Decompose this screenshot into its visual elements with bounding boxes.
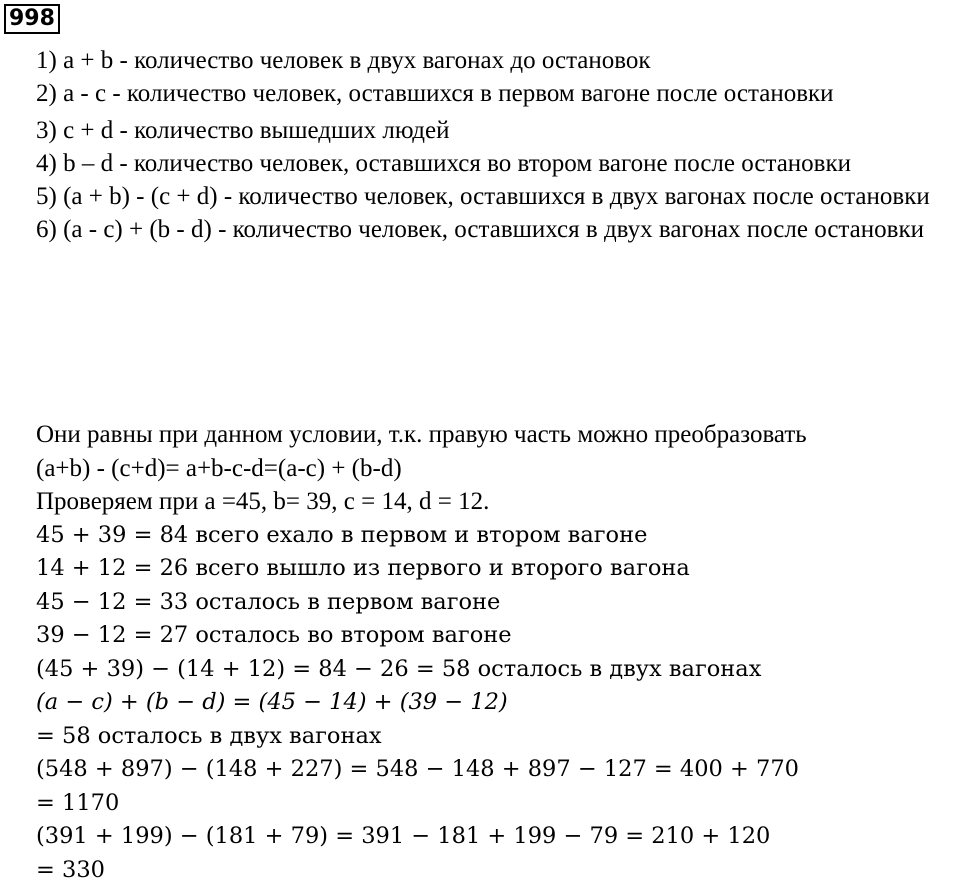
list-item-5: 5) (a + b) - (c + d) - количество человек, оставшихся в двух вагонах после остановки bbox=[36, 180, 946, 213]
calc-line: (45 + 39) − (14 + 12) = 84 − 26 = 58 осталось в двух вагонах bbox=[36, 653, 960, 687]
calculations bbox=[36, 519, 960, 887]
calc-line: 45 + 39 = 84 всего ехало в первом и втором вагоне bbox=[36, 519, 960, 553]
list-item-2: 2) a - c - количество человек, оставшихся в первом вагоне после остановки bbox=[36, 77, 960, 110]
calc-line: 14 + 12 = 26 всего вышло из первого и второго вагона bbox=[36, 552, 960, 586]
identity-text: (a+b) - (c+d)= a+b-c-d=(a-c) + (b-d) bbox=[36, 452, 960, 486]
list-item-1: 1) a + b - количество человек в двух вагонах до остановок bbox=[36, 44, 960, 77]
calc-line: = 1170 bbox=[36, 787, 960, 821]
calc-line: = 58 осталось в двух вагонах bbox=[36, 720, 960, 754]
explanation-text: Они равны при данном условии, т.к. правую часть можно преобразовать bbox=[36, 418, 960, 452]
list-item-6: 6) (a - c) + (b - d) - количество человек, оставшихся в двух вагонах после остановки bbox=[36, 213, 946, 246]
answer-list bbox=[36, 44, 960, 246]
calc-line: (a − c) + (b − d) = (45 − 14) + (39 − 12) bbox=[36, 686, 960, 720]
list-item-4: 4) b – d - количество человек, оставшихся во втором вагоне после остановки bbox=[36, 147, 856, 180]
calc-line: (391 + 199) − (181 + 79) = 391 − 181 + 199 − 79 = 210 + 120 bbox=[36, 820, 960, 854]
solution-section bbox=[36, 418, 960, 887]
check-text: Проверяем при a =45, b= 39, c = 14, d = 12. bbox=[36, 485, 960, 519]
calc-line: = 330 bbox=[36, 854, 960, 887]
calc-line: (548 + 897) − (148 + 227) = 548 − 148 + 897 − 127 = 400 + 770 bbox=[36, 753, 960, 787]
calc-line: 45 − 12 = 33 осталось в первом вагоне bbox=[36, 586, 960, 620]
list-item-3: 3) c + d - количество вышедших людей bbox=[36, 114, 960, 147]
problem-number-badge: 998 bbox=[4, 4, 60, 34]
calc-line: 39 − 12 = 27 осталось во втором вагоне bbox=[36, 619, 960, 653]
